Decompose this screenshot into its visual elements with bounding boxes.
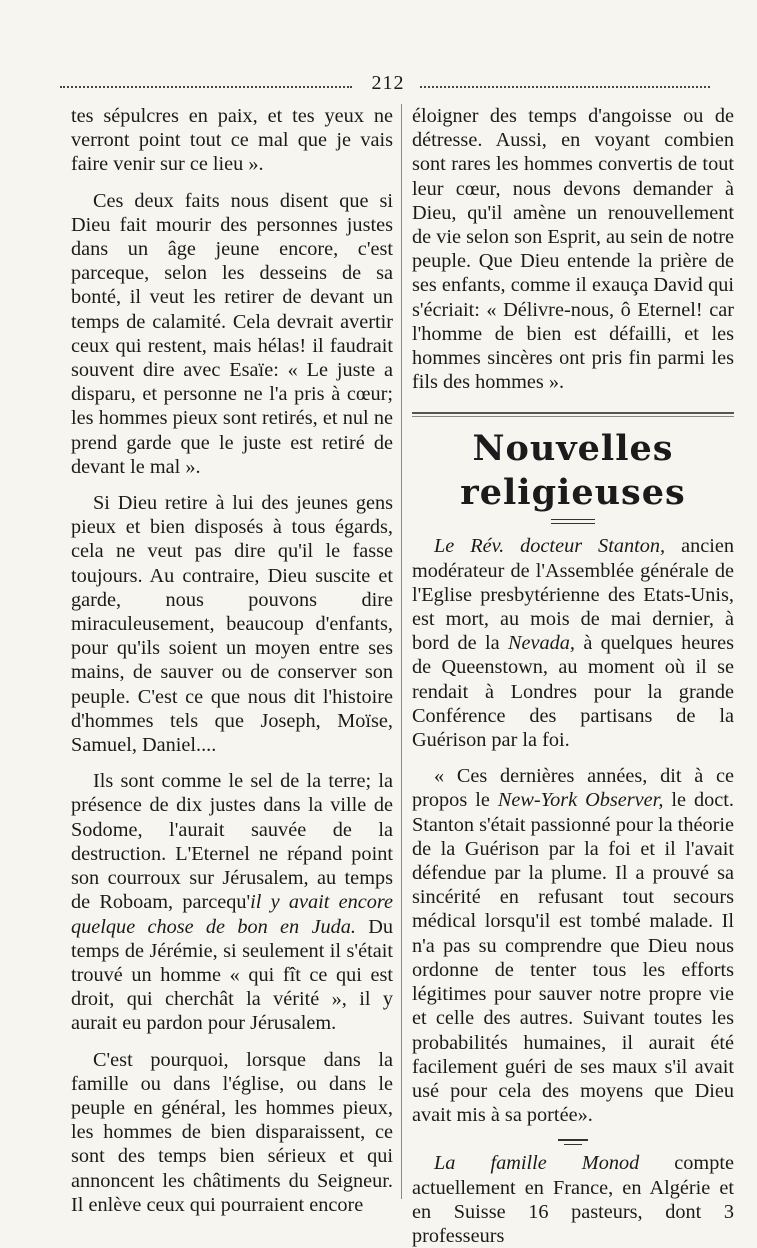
right-p4-italic: La famille Monod <box>434 1152 640 1175</box>
right-paragraph-3 <box>412 764 734 1127</box>
right-p3-italic: New-York Observer, <box>497 789 664 812</box>
left-paragraph-4 <box>71 769 393 1035</box>
right-p2-text-end: à quelques heures de Queenstown, au moment où il se rendait à Londres pour la grande Conférence des partisans de la Guérison par la foi. <box>412 632 734 752</box>
right-p3-text-end: le doct. Stanton s'était passionné pour la théorie de la Guérison par la foi et il l'avait défendue par la plume. Il a prouvé sa sincérité en refusant tout secours médical lorsqu'il est tombé malade. Il n'a pas su comprendre que Dieu nous ordonne de tenter tous les efforts légitimes pour sauver notre propre vie et celle des autres. Suivant toutes les probabilités humaines, il aurait été facilement guéri de ses maux s'il avait usé pour cela des moyens que Dieu avait mis à sa portée». <box>412 789 734 1127</box>
page-header <box>60 72 710 96</box>
header-rule-right <box>420 86 710 88</box>
right-p4-text: compte actuellement en France, en Algérie et en Suisse 16 pasteurs, dont 3 professeurs <box>412 1152 734 1247</box>
left-paragraph-3: Si Dieu retire à lui des jeunes gens pieux et bien disposés à tous égards, cela ne veut pas dire qu'il le fasse toujours. Au contraire, Dieu suscite et garde, nous pouvons dire miraculeusement, beaucoup d'enfants, pour qu'ils soient un moyen entre ses mains, de sauver ou de conserver son peuple. C'est ce que nous dit l'histoire d'hommes tels que Joseph, Moïse, Samuel, Daniel.... <box>71 492 393 757</box>
left-p4-text-end: Du temps de Jérémie, si seulement il s'était trouvé un homme « qui fît ce qui est droit, qui cherchât la vérité », il y aurait eu pardon pour Jérusalem. <box>71 915 393 1035</box>
left-paragraph-2: Ces deux faits nous disent que si Dieu fait mourir des personnes justes dans un âge jeune encore, c'est parceque, selon les desseins de sa bonté, il veut les retirer de devant un temps de calamité. Cela devrait avertir ceux qui restent, mais hélas! il faudrait souvent dire avec Esaïe: « Le juste a disparu, et personne ne l'a pris à cœur; les hommes pieux sont retirés, et nul ne prend garde que le juste est retiré de devant le mal ». <box>71 189 393 478</box>
small-ornament <box>558 1139 588 1141</box>
right-p2-italic: Le Rév. docteur Stanton, <box>434 535 666 558</box>
section-divider <box>412 412 734 417</box>
right-paragraph-1: éloigner des temps d'angoisse ou de détresse. Aussi, en voyant combien sont rares les hommes convertis de tout leur cœur, nous devons demander à Dieu, qu'il amène un renouvellement de vie selon son Esprit, au sein de notre peuple. Que Dieu entende la prière de ses enfants, comme il exauça David qui s'écriait: « Délivre-nous, ô Eternel! car l'homme de bien est défailli, et les hommes sincères ont pris fin parmi les fils des hommes ». <box>412 105 734 394</box>
right-p2-italic-2: Nevada, <box>507 632 575 655</box>
right-paragraph-4 <box>412 1151 734 1248</box>
left-column <box>71 104 393 1217</box>
left-p4-italic: il y avait encore quelque chose de bon en Juda. <box>71 891 393 938</box>
left-paragraph-5: C'est pourquoi, lorsque dans la famille ou dans l'église, ou dans le peuple en général, les hommes pieux, les hommes de bien disparaissent, ce sont des temps bien sérieux et qui annoncent les châtiments du Seigneur. Il enlève ceux qui pourraient encore <box>71 1048 393 1216</box>
section-title: Nouvelles religieuses <box>460 428 686 514</box>
right-paragraph-2 <box>412 534 734 752</box>
right-p3-text-start: « Ces dernières années, dit à ce propos le <box>412 765 734 812</box>
left-paragraph-1: tes sépulcres en paix, et tes yeux ne verront point tout ce mal que je vais faire venir sur ce lieu ». <box>71 105 393 176</box>
page-number: 212 <box>371 72 405 94</box>
right-column <box>412 104 734 1248</box>
right-p2-text: ancien modérateur de l'Assemblée générale de l'Eglise presbytérienne des Etats-Unis, est mort, au mois de mai dernier, à bord de la <box>412 535 734 655</box>
title-ornament <box>551 519 595 524</box>
column-divider <box>401 104 402 1199</box>
header-rule-left <box>60 86 352 88</box>
left-p4-text-start: Ils sont comme le sel de la terre; la présence de dix justes dans la ville de Sodome, l'aurait sauvée de la destruction. L'Eternel ne répand point son courroux sur Jérusalem, au temps de Roboam, parcequ' <box>71 770 393 914</box>
